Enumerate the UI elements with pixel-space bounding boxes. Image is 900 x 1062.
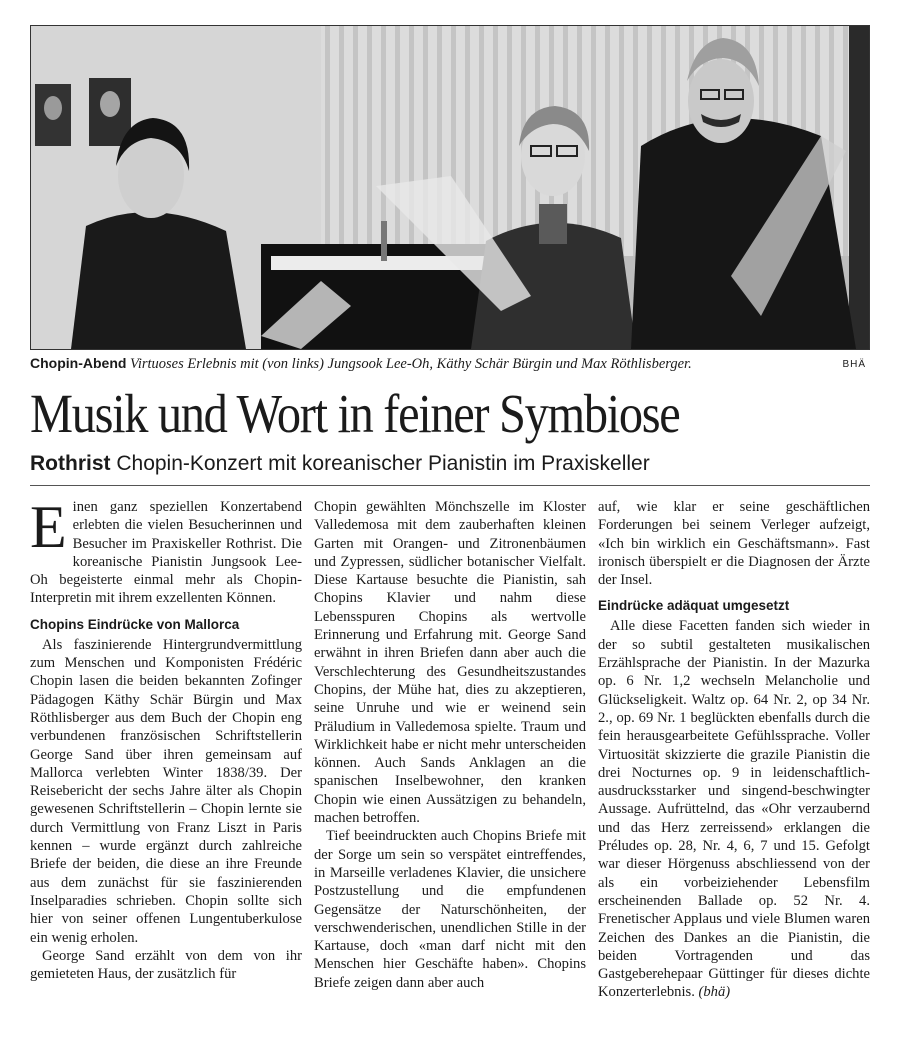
paragraph-1: Als faszinierende Hintergrundvermittlung zum Menschen und Komponisten Frédéric Chopin lasen die beiden bekannten Zofinger Pädagogen Käthy Schär Bürgin und Max Röthlisberger aus dem Buch der Chopin eng verbundenen französischen Schriftstellerin George Sand über ihren gemeinsam auf Mallorca verlebten Winter 1838/39. Der Reisebericht der sechs Jahre älter als Chopin gewesenen Schriftstellerin – Chopin lernte sie durch Vermittlung von Franz Liszt in Paris kennen – wurde ergänzt durch zahlreiche Briefe der beiden, die diese an ihre Freunde aus dem zunächst für sie faszinierenden Inselparadies schrieben. Chopin sollte sich hier von seiner offenen Lungentuberkulose ein wenig erholen. [30, 636, 302, 946]
photo-credit: BHÄ [842, 359, 866, 370]
article-column-2 [314, 498, 586, 992]
photo-illustration [31, 26, 869, 349]
headline: Musik und Wort in feiner Symbiose [30, 383, 680, 444]
intro-text: inen ganz speziellen Konzertabend erlebten die vielen Besucherinnen und Besucher im Praxiskeller Rothrist. Die koreanische Pianistin Jungsook Lee-Oh begeisterte einmal mehr als Chopin-Interpretin mit ihrem exzellenten Können. [30, 499, 302, 607]
paragraph-6 [598, 617, 870, 1001]
paragraph-4: Tief beeindruckten auch Chopins Briefe mit der Sorge um sein so verspätet eintreffendes, in Marseille verladenes Klavier, die unsichere Postzustellung und die empfundenen Gegensätze der Naturschönheiten, der verschwenderischen, unendlichen Stille in der Kartause, doch «man darf nicht mit den Menschen hier Geschäfte haben». Chopins Briefe zeigen dann aber auch [314, 828, 586, 991]
person-left [71, 212, 246, 349]
article-column-3 [598, 498, 870, 1002]
intro-paragraph [30, 494, 302, 608]
paragraph-3: Chopin gewählten Mönchszelle im Kloster Valledemosa mit dem zauberhaften kleinen Garten mit Orangen- und Zitronenbäumen und Zypressen, südlicher botanischer Vielfalt. Diese Kartause besuchte die Pianistin, sah Chopins Klavier und nahm diese Lebensspuren Chopins als wertvolle Erinnerung und Erfahrung mit. George Sand erwähnt in ihren Briefen dann aber auch die Verschlechterung des Gesundheitszustandes Chopins, der Mühe hat, dies zu akzeptieren, seine Unruhe und wie er weinend sein Präludium in Valledemosa spielte. Traum und Wirklichkeit habe er nicht mehr unterscheiden können. Auch Sands Anklagen an die spanischen Inselbewohner, den kranken Chopin wie einen Aussätzigen zu behandeln, machen betroffen. [314, 499, 586, 827]
caption-keyword: Chopin-Abend [30, 355, 127, 371]
section-heading-eindruecke: Eindrücke adäquat umgesetzt [598, 598, 790, 614]
section-heading-mallorca: Chopins Eindrücke von Mallorca [30, 616, 240, 632]
divider [30, 485, 870, 486]
photo-caption [30, 354, 868, 373]
paragraph-2: George Sand erzählt von dem von ihr gemieteten Haus, der zusätzlich für [30, 947, 302, 983]
subheadline [30, 450, 870, 478]
article-photo [30, 25, 870, 350]
subhead-place: Rothrist [30, 452, 111, 475]
paragraph-5: auf, wie klar er seine geschäftlichen Forderungen bei seinem Verleger aufzeigt, «Ich bin wirklich ein Geschäftsmann». Fast ironisch überspielt er die Diagnosen der Ärzte der Insel. [598, 499, 870, 589]
paragraph-6-text: Alle diese Facetten fanden sich wieder in der so subtil gestalteten musikalischen Erzählsprache der Pianistin. In der Mazurka op. 6 Nr. 1,2 wechseln Melancholie und Glückseligkeit. Waltz op. 64 Nr. 2, op 34 Nr. 2., op. 69 Nr. 1 beglückten ebenfalls durch die fein herausgearbeitete Gefühlssprache. Voller Virtuosität skizzierte die grazile Pianistin die drei Nocturnes op. 9 in leidenschaftlich-ausdrucksstarker und singend-beschwingter Aussage. Aufrüttelnd, das «Ohr verzaubernd und das Herz zerreissend» erklangen die Préludes op. 28, Nr. 4, 6, 7 und 15. Gefolgt war dieser Hörgenuss abschliessend von der als ein vorbeiziehender Lebensfilm erscheinenden Ballade op. 52 Nr. 4. Frenetischer Applaus und viele Blumen waren Zeichen des Dankes an die Pianistin, die beiden Vortragenden und das Gastgeberehepaar Güttinger für dieses dichte Konzerterlebnis. [598, 618, 870, 1001]
caption-text: Virtuoses Erlebnis mit (von links) Jungsook Lee-Oh, Käthy Schär Bürgin und Max Röthlisberger. [130, 356, 692, 372]
drop-cap: E [30, 494, 67, 560]
article-column-1 [30, 494, 302, 983]
subhead-text: Chopin-Konzert mit koreanischer Pianistin im Praxiskeller [116, 452, 650, 475]
author-signoff: (bhä) [698, 984, 731, 1001]
